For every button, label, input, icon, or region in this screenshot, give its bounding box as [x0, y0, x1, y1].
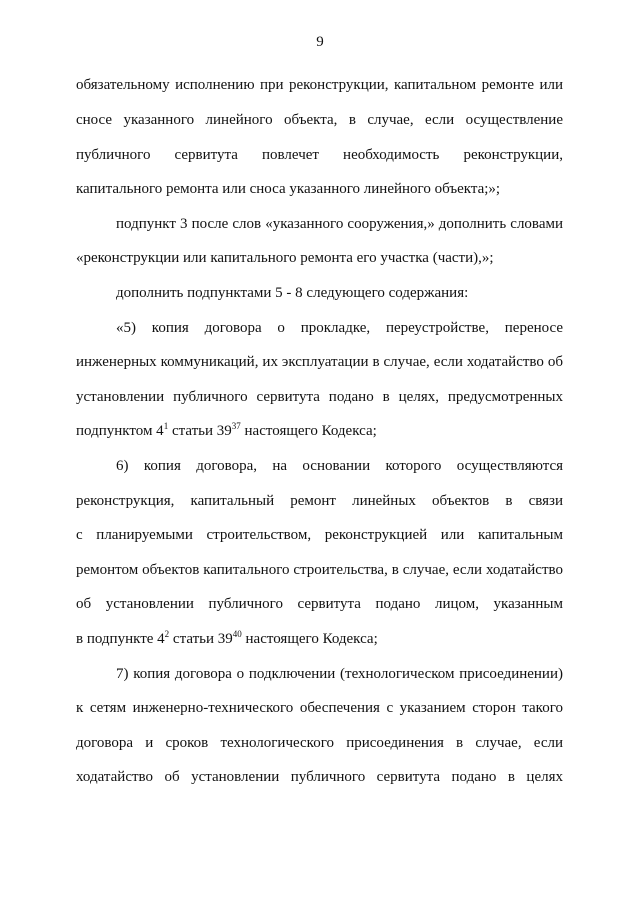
text-line: реконструкция, капитальный ремонт линейных объектов в связи [76, 493, 563, 509]
text-line: обязательному исполнению при реконструкции, капитальном ремонте или [76, 77, 563, 93]
text-line: инженерных коммуникаций, их эксплуатации в случае, если ходатайство об [76, 354, 563, 370]
text-line: 6) копия договора, на основании которого осуществляются [116, 458, 563, 474]
text-line: капитального ремонта или сноса указанного линейного объекта;»; [76, 181, 501, 197]
text-line: к сетям инженерно-технического обеспечения с указанием сторон такого [76, 700, 563, 716]
text-line: подпункт 3 после слов «указанного сооружения,» дополнить словами [116, 216, 563, 232]
page-number: 9 [316, 34, 324, 50]
text-fragment: настоящего Кодекса; [241, 631, 378, 647]
text-line-with-superscripts [76, 630, 563, 648]
text-line: ходатайство об установлении публичного сервитута подано в целях [76, 769, 563, 785]
text-line: 7) копия договора о подключении (технологическом присоединении) [116, 666, 563, 682]
text-line-with-superscripts [76, 422, 563, 440]
superscript: 40 [232, 629, 242, 639]
text-line: установлении публичного сервитута подано в целях, предусмотренных [76, 389, 563, 405]
text-fragment: статьи 39 [169, 631, 233, 647]
text-fragment: подпунктом 4 [76, 423, 164, 439]
text-fragment: в подпункте 4 [76, 631, 165, 647]
superscript: 1 [163, 421, 169, 431]
text-line: ремонтом объектов капитального строительства, в случае, если ходатайство [76, 562, 563, 578]
superscript: 37 [231, 421, 241, 431]
text-line: дополнить подпунктами 5 - 8 следующего содержания: [116, 285, 469, 301]
text-line: публичного сервитута повлечет необходимость реконструкции, [76, 147, 563, 163]
text-line: об установлении публичного сервитута подано лицом, указанным [76, 596, 563, 612]
text-line: с планируемыми строительством, реконструкцией или капитальным [76, 527, 563, 543]
text-fragment: статьи 39 [168, 423, 232, 439]
text-line: сносе указанного линейного объекта, в случае, если осуществление [76, 112, 563, 128]
text-line: «5) копия договора о прокладке, переустройстве, переносе [116, 320, 563, 336]
text-line: договора и сроков технологического присоединения в случае, если [76, 735, 563, 751]
text-fragment: настоящего Кодекса; [240, 423, 377, 439]
superscript: 2 [164, 629, 170, 639]
text-line: «реконструкции или капитального ремонта его участка (части),»; [76, 250, 494, 266]
